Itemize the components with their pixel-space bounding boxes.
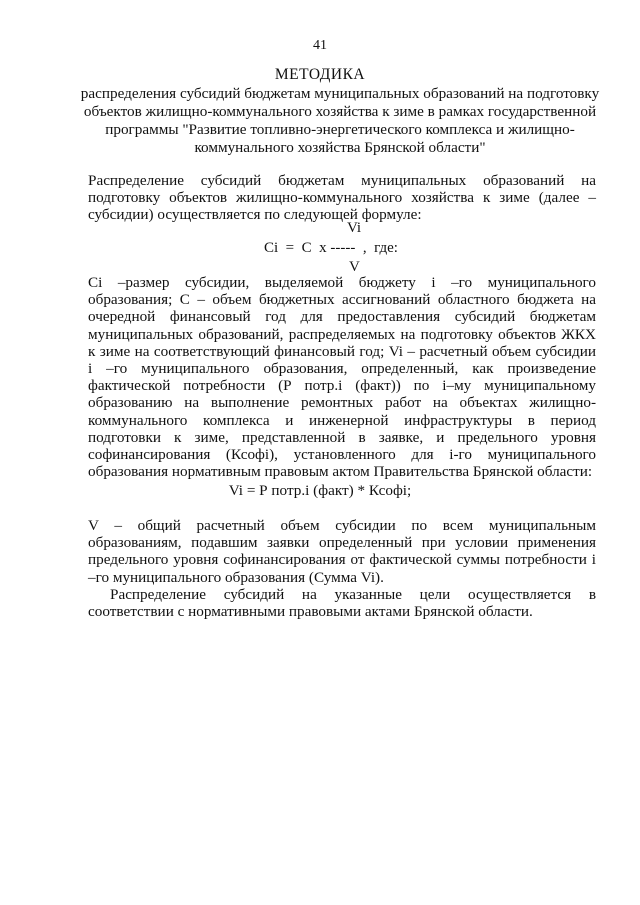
v-definition-paragraph: V – общий расчетный объем субсидии по всем муниципальным образованиям, подавшим заявки определенный при условии применения предельного уровня софинансирования от фактической суммы потребности i –го муниципального образования (Сумма Vi). [88, 517, 596, 586]
formula-numerator: Vi [347, 220, 362, 236]
formula-main: Ci = C х ----- , где: [264, 240, 398, 256]
intro-paragraph: Распределение субсидий бюджетам муниципальных образований на подготовку объектов жилищно-коммунального хозяйства к зиме (далее – субсидии) осуществляется по следующей формуле: [88, 172, 596, 224]
formula-denominator: V [349, 259, 360, 275]
final-paragraph: Распределение субсидий на указанные цели осуществляется в соответствии с нормативными правовыми актами Брянской области. [88, 586, 596, 621]
document-subtitle: распределения субсидий бюджетам муниципальных образований на подготовку объектов жилищно-коммунального хозяйства к зиме в рамках государственной программы "Развитие топливно-энергетического комплекса и жилищно-коммунального хозяйства Брянской области" [80, 85, 600, 156]
page-number: 41 [313, 38, 327, 53]
definitions-paragraph: Ci –размер субсидии, выделяемой бюджету i –го муниципального образования; С – объем бюджетных ассигнований областного бюджета на очередной финансовый год для предоставления субсидий бюджетам муниципальных образований, распределяемых на подготовку объектов ЖКХ к зиме на соответствующий финансовый год; Vi – расчетный объем субсидии i –го муниципального образования, определенный, как произведение фактической потребности (Р потр.i (факт)) по i–му муниципальному образованию на выполнение ремонтных работ на объектах жилищно-коммунального комплекса и инженерной инфраструктуры в период подготовки к зиме, представленной в заявке, и предельного уровня софинансирования (Ксофi), установленного для i-го муниципального образования нормативным правовым актом Правительства Брянской области: [88, 274, 596, 481]
vi-formula: Vi = Р потр.i (факт) * Ксофi; [228, 482, 412, 499]
document-title: МЕТОДИКА [274, 66, 366, 83]
